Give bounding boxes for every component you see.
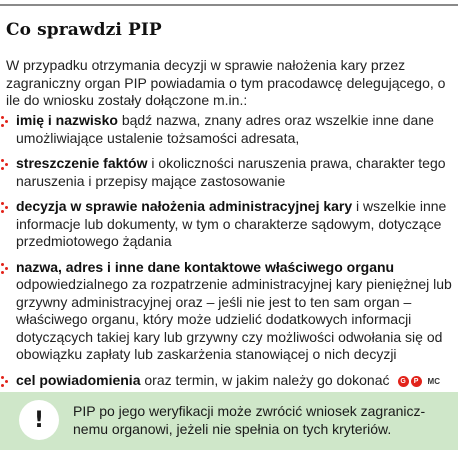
list-item [0,198,452,251]
gazeta-badge-icon: G [398,376,409,387]
list-item [0,112,452,147]
bullet-icon [1,159,13,170]
list-item-bold: streszczenie faktów [16,155,148,171]
list-item-text: bądź nazwa, znany adres oraz wszelkie inne dane umożliwiające ustalenie tożsamości adresata, [16,112,434,146]
bullet-icon [1,376,13,387]
list-item [0,155,452,190]
list-item-text: i okoliczności naruszenia prawa, charakter tego naruszenia i przepisy mające zastosowanie [16,155,446,189]
bullet-icon [1,202,13,213]
list-item [0,259,452,364]
bullet-icon [1,116,13,127]
intro-paragraph: W przypadku otrzymania decyzji w sprawie nałożenia kary przez zagraniczny organ PIP powiadamia o tym pracodawcę delegującego, o ile do wniosku zostały dołączone m.in.: [6,57,446,108]
page-title: Co sprawdzi PIP [6,20,162,40]
list-item-text: odpowiedzialnego za rozpatrzenie administracyjnej kary pieniężnej lub grzywny administracyjnej oraz – jeśli nie jest to ten sam organ – właściwego organu, który może udzielić dodatkowych informacji dotyczących takiej kary lub grzywny czy możliwości odwołania się od obowiązku zapłaty lub zaskarżenia stanowiącej o nich decyzji [16,276,452,362]
list-item-bold: decyzja w sprawie nałożenia administracyjnej kary [16,198,353,214]
prawna-badge-icon: P [411,376,422,387]
exclamation-icon: ! [19,400,59,440]
list-item-bold: cel powiadomienia [16,371,141,388]
list-item-bold: imię i nazwisko [16,112,118,128]
bullet-icon [1,263,13,274]
author-initials: MC [427,377,440,386]
note-box [0,392,458,450]
list-item-text: oraz termin, w jakim należy go dokonać [140,371,390,388]
list-item-bold: nazwa, adres i inne dane kontaktowe właściwego organu [16,258,395,275]
note-text: PIP po jego weryfikacji może zwrócić wniosek zagranicz-nemu organowi, jeżeli nie spełnia on tych kryteriów. [73,403,426,437]
source-credit [398,376,440,387]
criteria-list [0,112,452,397]
list-item-text: i wszelkie inne informacje lub dokumenty, w tym o charakterze sądowym, dotyczące przedmiotowego żądania [16,198,447,249]
list-item [0,372,452,390]
top-rule [0,4,458,6]
